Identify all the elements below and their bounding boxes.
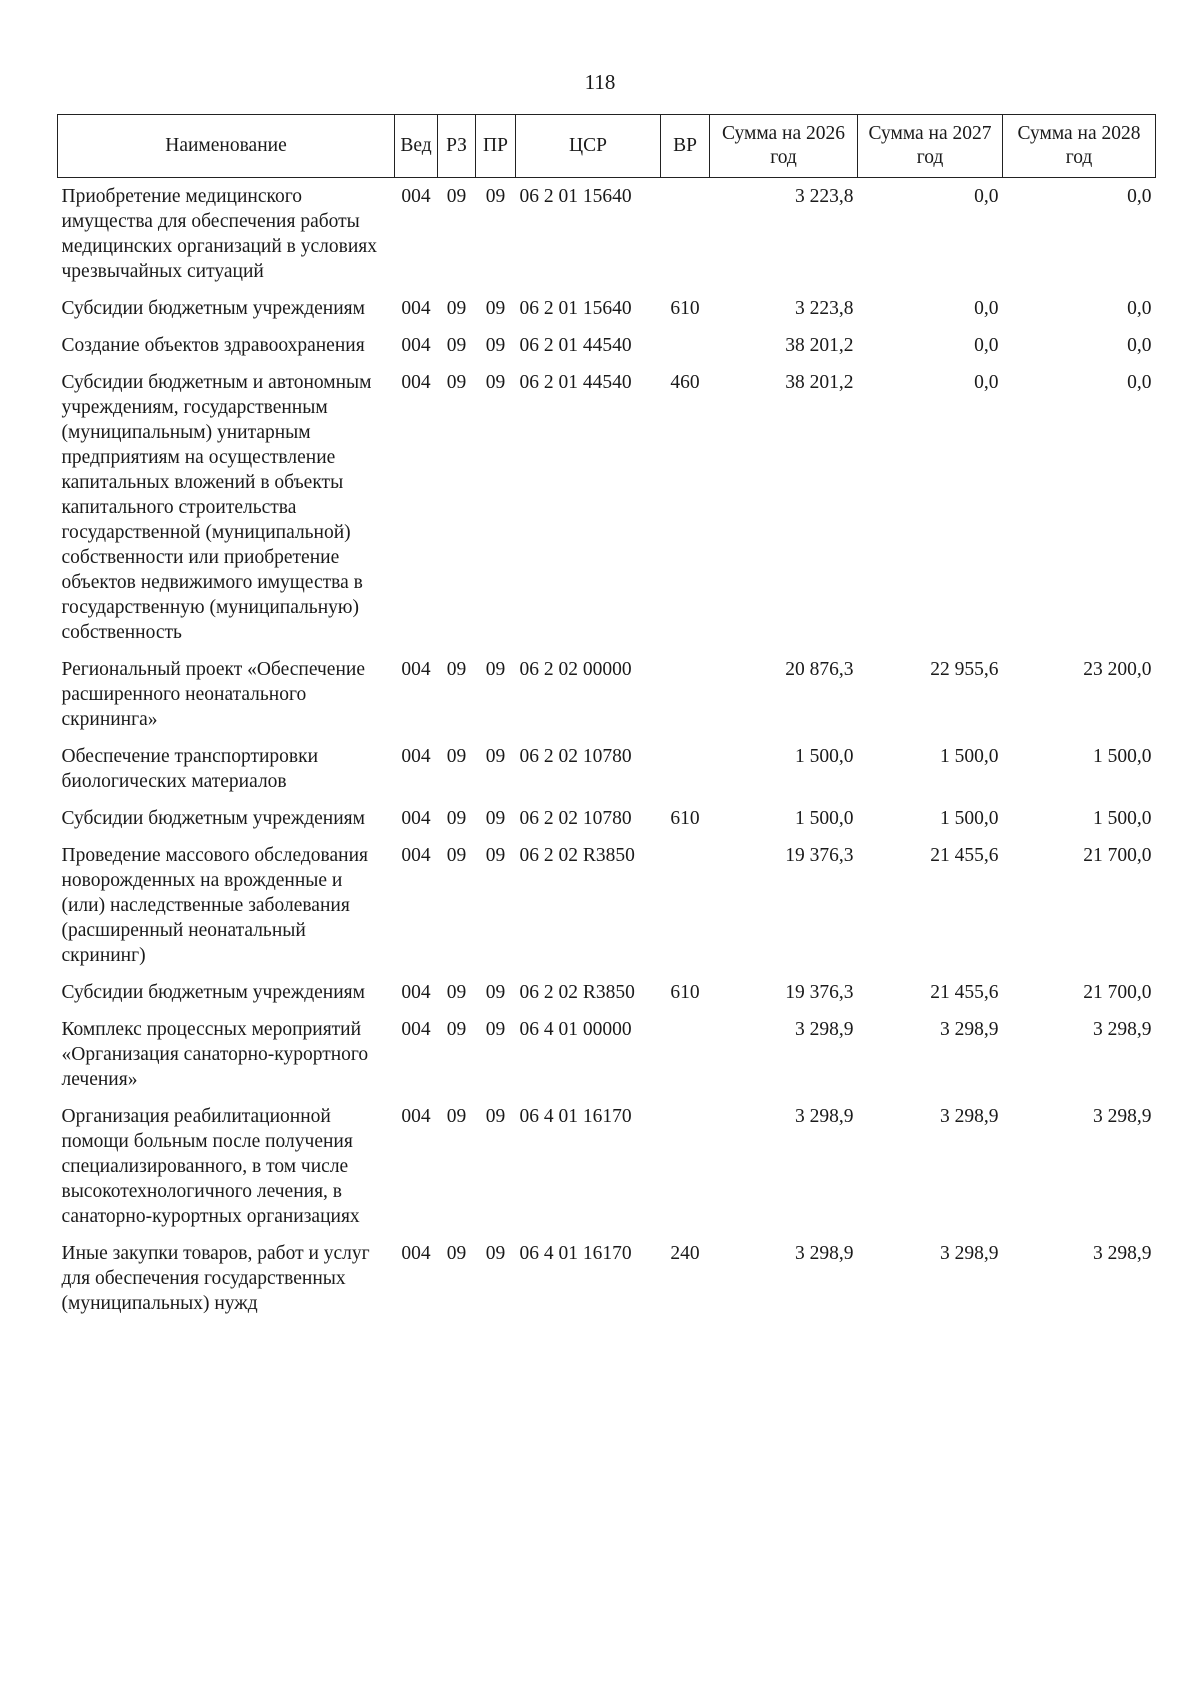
header-csr: ЦСР [516, 115, 661, 178]
header-name: Наименование [58, 115, 395, 178]
table-row [58, 974, 1156, 1011]
page-number: 118 [584, 70, 616, 94]
table-row [58, 364, 1156, 651]
cell-sum-2026: 19 376,3 [785, 982, 854, 1003]
budget-table [57, 114, 1156, 1322]
cell-name: Субсидии бюджетным и автономным учреждениям, государственным (муниципальным) унитарным предприятиям на осуществление капитальных вложений в объекты капитального строительства государственной (муниципальной) собственности или приобретение объектов недвижимого имущества в государственную (муниципальную) собственность [61, 372, 372, 643]
cell-sum-2028: 1 500,0 [1093, 746, 1152, 767]
header-ved: Вед [395, 115, 438, 178]
header-rz: РЗ [438, 115, 476, 178]
cell-pr: 09 [485, 746, 506, 767]
cell-pr: 09 [485, 1243, 506, 1264]
cell-name: Региональный проект «Обеспечение расширенного неонатального скрининга» [61, 659, 365, 730]
cell-csr: 06 2 02 00000 [519, 659, 632, 680]
cell-pr: 09 [485, 659, 506, 680]
cell-vr: 240 [670, 1243, 700, 1264]
cell-csr: 06 2 01 44540 [519, 335, 632, 356]
table-header [58, 115, 1156, 178]
cell-csr: 06 2 01 15640 [519, 186, 632, 207]
cell-rz: 09 [446, 746, 467, 767]
cell-ved: 004 [401, 746, 431, 767]
cell-sum-2027: 0,0 [974, 298, 999, 319]
cell-sum-2028: 0,0 [1127, 372, 1152, 393]
cell-rz: 09 [446, 335, 467, 356]
cell-ved: 004 [401, 372, 431, 393]
cell-vr [661, 178, 710, 291]
table-row [58, 837, 1156, 974]
cell-sum-2027: 21 455,6 [930, 845, 999, 866]
cell-csr: 06 2 01 44540 [519, 372, 632, 393]
cell-sum-2027: 3 298,9 [940, 1019, 999, 1040]
cell-sum-2026: 3 223,8 [795, 186, 854, 207]
cell-name: Организация реабилитационной помощи больным после получения специализированного, в том числе высокотехнологичного лечения, в санаторно-курортных организациях [61, 1106, 360, 1227]
cell-pr: 09 [485, 845, 506, 866]
cell-csr: 06 2 02 10780 [519, 808, 632, 829]
cell-vr [661, 1011, 710, 1098]
cell-name: Субсидии бюджетным учреждениям [61, 982, 365, 1003]
cell-csr: 06 2 02 10780 [519, 746, 632, 767]
cell-name: Иные закупки товаров, работ и услуг для обеспечения государственных (муниципальных) нужд [61, 1243, 370, 1314]
cell-ved: 004 [401, 982, 431, 1003]
cell-sum-2027: 3 298,9 [940, 1106, 999, 1127]
cell-pr: 09 [485, 1019, 506, 1040]
table-row [58, 178, 1156, 291]
cell-ved: 004 [401, 808, 431, 829]
table-row [58, 290, 1156, 327]
cell-sum-2026: 19 376,3 [785, 845, 854, 866]
cell-sum-2026: 3 298,9 [795, 1106, 854, 1127]
cell-sum-2028: 0,0 [1127, 298, 1152, 319]
cell-sum-2026: 3 223,8 [795, 298, 854, 319]
cell-sum-2027: 22 955,6 [930, 659, 999, 680]
cell-sum-2028: 0,0 [1127, 335, 1152, 356]
cell-rz: 09 [446, 1243, 467, 1264]
cell-vr: 610 [670, 298, 700, 319]
cell-ved: 004 [401, 845, 431, 866]
table-row [58, 327, 1156, 364]
header-sum-2028: Сумма на 2028 год [1003, 115, 1156, 178]
cell-vr: 610 [670, 808, 700, 829]
table-row [58, 738, 1156, 800]
cell-sum-2026: 38 201,2 [785, 372, 854, 393]
cell-rz: 09 [446, 808, 467, 829]
cell-rz: 09 [446, 659, 467, 680]
cell-sum-2028: 21 700,0 [1083, 982, 1152, 1003]
cell-rz: 09 [446, 1106, 467, 1127]
cell-rz: 09 [446, 372, 467, 393]
cell-ved: 004 [401, 1243, 431, 1264]
cell-name: Обеспечение транспортировки биологических материалов [61, 746, 319, 792]
cell-vr: 460 [670, 372, 700, 393]
cell-name: Субсидии бюджетным учреждениям [61, 298, 365, 319]
table-row [58, 1011, 1156, 1098]
table-body [58, 178, 1156, 1323]
header-sum-2026: Сумма на 2026 год [710, 115, 858, 178]
cell-pr: 09 [485, 298, 506, 319]
cell-csr: 06 2 02 R3850 [519, 982, 635, 1003]
cell-sum-2027: 3 298,9 [940, 1243, 999, 1264]
cell-name: Проведение массового обследования новорожденных на врожденные и (или) наследственные заболевания (расширенный неонатальный скрининг) [61, 845, 369, 966]
cell-sum-2026: 3 298,9 [795, 1019, 854, 1040]
cell-vr [661, 837, 710, 974]
cell-ved: 004 [401, 298, 431, 319]
cell-sum-2026: 20 876,3 [785, 659, 854, 680]
cell-rz: 09 [446, 982, 467, 1003]
cell-rz: 09 [446, 298, 467, 319]
cell-csr: 06 2 02 R3850 [519, 845, 635, 866]
cell-name: Приобретение медицинского имущества для обеспечения работы медицинских организаций в условиях чрезвычайных ситуаций [61, 186, 377, 282]
cell-pr: 09 [485, 1106, 506, 1127]
cell-vr [661, 1098, 710, 1235]
cell-sum-2028: 3 298,9 [1093, 1106, 1152, 1127]
cell-csr: 06 4 01 00000 [519, 1019, 632, 1040]
cell-rz: 09 [446, 1019, 467, 1040]
cell-ved: 004 [401, 186, 431, 207]
cell-sum-2026: 1 500,0 [795, 746, 854, 767]
cell-sum-2027: 0,0 [974, 186, 999, 207]
cell-sum-2027: 21 455,6 [930, 982, 999, 1003]
cell-sum-2028: 3 298,9 [1093, 1019, 1152, 1040]
cell-ved: 004 [401, 1019, 431, 1040]
cell-vr [661, 327, 710, 364]
cell-sum-2028: 23 200,0 [1083, 659, 1152, 680]
cell-rz: 09 [446, 186, 467, 207]
cell-vr: 610 [670, 982, 700, 1003]
cell-pr: 09 [485, 335, 506, 356]
cell-sum-2027: 0,0 [974, 335, 999, 356]
cell-csr: 06 4 01 16170 [519, 1106, 632, 1127]
header-sum-2027: Сумма на 2027 год [858, 115, 1003, 178]
cell-name: Комплекс процессных мероприятий «Организация санаторно-курортного лечения» [61, 1019, 369, 1090]
header-vr: ВР [661, 115, 710, 178]
cell-sum-2026: 38 201,2 [785, 335, 854, 356]
table-row [58, 800, 1156, 837]
cell-rz: 09 [446, 845, 467, 866]
cell-csr: 06 2 01 15640 [519, 298, 632, 319]
cell-vr [661, 651, 710, 738]
cell-ved: 004 [401, 659, 431, 680]
cell-sum-2028: 0,0 [1127, 186, 1152, 207]
header-pr: ПР [476, 115, 516, 178]
cell-vr [661, 738, 710, 800]
cell-name: Создание объектов здравоохранения [61, 335, 365, 356]
cell-sum-2027: 0,0 [974, 372, 999, 393]
table-row [58, 651, 1156, 738]
cell-sum-2028: 1 500,0 [1093, 808, 1152, 829]
cell-sum-2027: 1 500,0 [940, 746, 999, 767]
cell-pr: 09 [485, 372, 506, 393]
cell-ved: 004 [401, 335, 431, 356]
cell-csr: 06 4 01 16170 [519, 1243, 632, 1264]
cell-sum-2026: 1 500,0 [795, 808, 854, 829]
cell-pr: 09 [485, 808, 506, 829]
table-row [58, 1235, 1156, 1322]
cell-ved: 004 [401, 1106, 431, 1127]
cell-pr: 09 [485, 982, 506, 1003]
cell-name: Субсидии бюджетным учреждениям [61, 808, 365, 829]
cell-sum-2028: 3 298,9 [1093, 1243, 1152, 1264]
table-row [58, 1098, 1156, 1235]
cell-pr: 09 [485, 186, 506, 207]
cell-sum-2026: 3 298,9 [795, 1243, 854, 1264]
cell-sum-2028: 21 700,0 [1083, 845, 1152, 866]
cell-sum-2027: 1 500,0 [940, 808, 999, 829]
